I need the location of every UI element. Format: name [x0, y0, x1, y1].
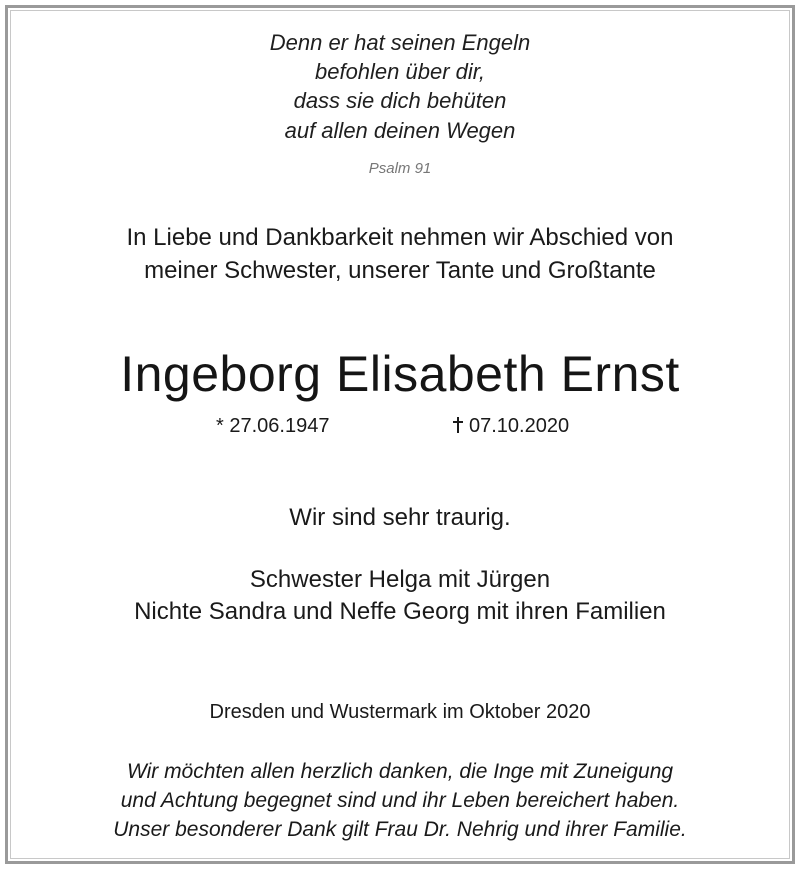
deceased-name: Ingeborg Elisabeth Ernst [120, 346, 680, 402]
death-date-group [453, 415, 569, 438]
thanks-line-3: Unser besonderer Dank gilt Frau Dr. Nehrig und ihrer Familie. [113, 818, 687, 841]
thanks-line-1: Wir möchten allen herzlich danken, die Inge mit Zuneigung [126, 760, 674, 783]
birth-date: * 27.06.1947 [216, 415, 330, 437]
verse-source: Psalm 91 [368, 160, 432, 177]
verse-line-1: Denn er hat seinen Engeln [269, 30, 531, 55]
verse-line-2: befohlen über dir, [314, 59, 486, 84]
death-date: 07.10.2020 [469, 415, 570, 437]
place-date: Dresden und Wustermark im Oktober 2020 [209, 701, 591, 723]
intro-line-2: meiner Schwester, unserer Tante und Großtante [144, 257, 656, 284]
family-line-1: Schwester Helga mit Jürgen [249, 566, 551, 593]
intro-line-1: In Liebe und Dankbarkeit nehmen wir Abschied von [126, 224, 674, 251]
thanks-line-2: und Achtung begegnet sind und ihr Leben bereichert haben. [120, 789, 680, 812]
family-line-2: Nichte Sandra und Neffe Georg mit ihren Familien [134, 598, 666, 625]
cross-icon [453, 417, 463, 433]
grief-message: Wir sind sehr traurig. [289, 504, 511, 531]
verse-line-3: dass sie dich behüten [293, 88, 507, 113]
verse-line-4: auf allen deinen Wegen [284, 118, 516, 143]
